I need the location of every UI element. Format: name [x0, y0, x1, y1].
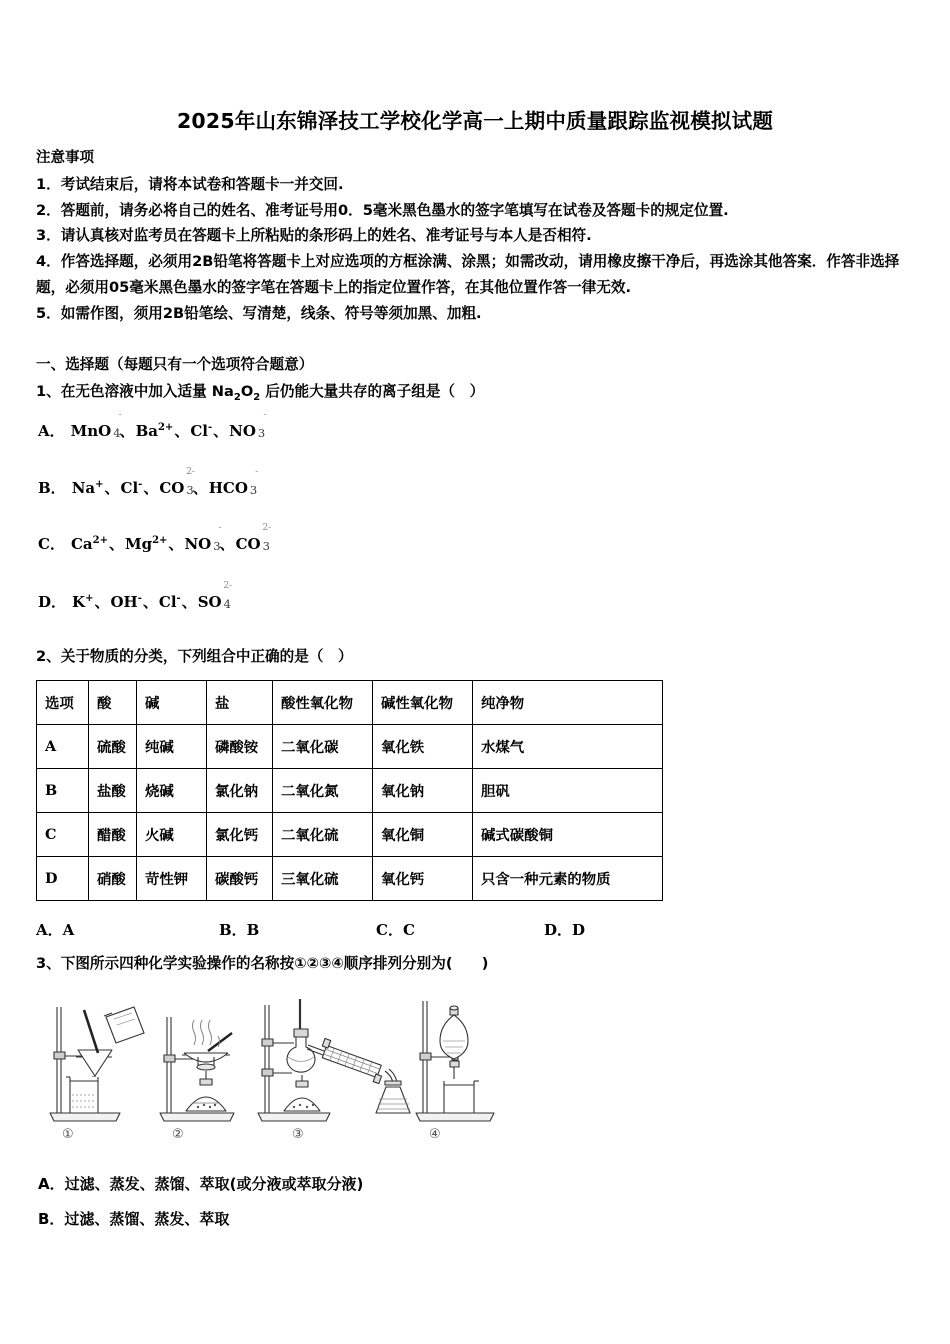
ion-formula: [70, 409, 122, 440]
row-option-label: B: [37, 769, 89, 813]
column-header: 酸: [89, 681, 137, 725]
ion-formula: [184, 522, 222, 553]
table-cell: 二氧化硫: [273, 813, 373, 857]
ion-base: Na: [71, 479, 96, 497]
table-cell: 二氧化碳: [273, 725, 373, 769]
ion-separator: 、: [119, 422, 135, 440]
question-3-option-b[interactable]: B．过滤、蒸馏、蒸发、萃取: [38, 1210, 230, 1228]
ion-base: HCO: [208, 479, 248, 497]
option-label: A．: [38, 422, 65, 440]
notice-item: 2．答题前，请务必将自己的姓名、准考证号用0．5毫米黑色墨水的签字笔填写在试卷及答题卡的规定位置.: [36, 201, 729, 219]
ion-formula: [229, 409, 267, 440]
q1-stem-suffix: 后仍能大量共存的离子组是（ ）: [265, 383, 485, 400]
question-2-answer-b[interactable]: B．B: [219, 921, 260, 939]
ion-base: Mg: [124, 535, 153, 553]
option-ion-list: [70, 522, 271, 553]
option-label: B．: [38, 479, 66, 497]
figure-caption-4: ④: [429, 1127, 441, 1142]
table-cell: 氯化钙: [207, 813, 273, 857]
ion-base: Cl: [158, 593, 177, 611]
ion-formula: [136, 422, 174, 440]
column-header: 选项: [37, 681, 89, 725]
question-1-option-d[interactable]: [38, 580, 232, 612]
column-header: 盐: [207, 681, 273, 725]
ion-charge: -: [263, 409, 267, 420]
ion-separator: 、: [104, 479, 120, 497]
notice-heading: 注意事项: [36, 150, 94, 166]
ion-formula: [125, 535, 167, 553]
table-cell: 火碱: [137, 813, 207, 857]
ion-separator: 、: [143, 479, 159, 497]
ion-separator: 、: [181, 593, 197, 611]
apparatus-separating-funnel-icon: [416, 1001, 494, 1121]
ion-separator: 、: [213, 422, 229, 440]
ion-formula: [121, 479, 143, 497]
ion-base: Ca: [70, 535, 93, 553]
ion-base: Cl: [120, 479, 139, 497]
ion-separator: 、: [174, 422, 190, 440]
row-option-label: A: [37, 725, 89, 769]
ion-separator: 、: [219, 535, 235, 553]
apparatus-distillation-icon: [258, 999, 410, 1121]
ion-subscript: 3: [262, 539, 270, 553]
classification-table: [36, 680, 663, 901]
apparatus-evaporation-icon: [160, 1017, 234, 1121]
question-2-answer-c[interactable]: C．C: [376, 921, 415, 939]
ion-subscript: 3: [249, 483, 258, 497]
question-2-answer-d[interactable]: D．D: [544, 921, 586, 939]
option-ion-list: [71, 466, 259, 497]
row-option-label: C: [37, 813, 89, 857]
ion-charge: -: [138, 479, 143, 490]
column-header: 碱: [137, 681, 207, 725]
table-cell: 胆矾: [473, 769, 663, 813]
figure-caption-2: ②: [172, 1127, 184, 1142]
table-cell: 硝酸: [89, 857, 137, 901]
q1-stem-formula: $Na_2O_2$: [206, 383, 261, 403]
table-cell: 水煤气: [473, 725, 663, 769]
question-1-option-a[interactable]: [38, 409, 267, 441]
ion-charge: -: [255, 466, 259, 477]
ion-base: SO: [197, 593, 222, 611]
ion-base: CO: [235, 535, 261, 553]
ion-separator: 、: [168, 535, 184, 553]
ion-separator: 、: [108, 535, 124, 553]
question-1-option-b[interactable]: [38, 466, 259, 498]
ion-subscript: 4: [223, 597, 231, 611]
ion-formula: [197, 580, 232, 611]
ion-subscript: 4: [113, 426, 121, 440]
ion-charge: 2-: [223, 580, 232, 591]
lab-apparatus-figure: [36, 995, 506, 1170]
ion-subscript: 3: [213, 539, 221, 553]
column-header: 碱性氧化物: [373, 681, 473, 725]
table-cell: 氧化钠: [373, 769, 473, 813]
ion-base: Ba: [135, 422, 158, 440]
table-row: [37, 725, 663, 769]
apparatus-diagram-svg: [36, 995, 506, 1170]
ion-formula: [159, 593, 181, 611]
figure-caption-3: ③: [292, 1127, 304, 1142]
table-cell: 纯碱: [137, 725, 207, 769]
ion-formula: [72, 479, 104, 497]
table-cell: 氧化铁: [373, 725, 473, 769]
ion-charge: 2-: [186, 466, 195, 477]
table-cell: 苛性钾: [137, 857, 207, 901]
option-ion-list: [72, 580, 232, 611]
ion-base: MnO: [70, 422, 112, 440]
table-header-row: [37, 681, 663, 725]
table-cell: 硫酸: [89, 725, 137, 769]
question-2-answer-a[interactable]: A．A: [36, 921, 75, 939]
column-header: 酸性氧化物: [273, 681, 373, 725]
table-cell: 碱式碳酸铜: [473, 813, 663, 857]
table-row: [37, 813, 663, 857]
ion-base: K: [72, 593, 86, 611]
page-title: 2025年山东锦泽技工学校化学高一上期中质量跟踪监视模拟试题: [176, 109, 774, 133]
q1-stem-prefix: 1、在无色溶液中加入适量: [36, 383, 207, 400]
table-row: [37, 857, 663, 901]
table-cell: 氧化铜: [373, 813, 473, 857]
ion-formula: [208, 466, 259, 497]
notice-item: 3．请认真核对监考员在答题卡上所粘贴的条形码上的姓名、准考证号与本人是否相符.: [36, 227, 592, 245]
ion-charge: +: [85, 593, 94, 604]
ion-subscript: 3: [257, 426, 266, 440]
question-2-stem: 2、关于物质的分类，下列组合中正确的是（ ）: [36, 648, 353, 665]
ion-charge: -: [118, 409, 122, 420]
section-heading: 一、选择题（每题只有一个选项符合题意）: [36, 356, 314, 373]
ion-subscript: 3: [186, 483, 194, 497]
ion-charge: -: [137, 593, 142, 604]
question-1-stem: [36, 380, 484, 403]
notice-item: 4．作答选择题，必须用2B铅笔将答题卡上对应选项的方框涂满、涂黑；如需改动，请用橡皮擦干净后，再选涂其他答案．作答非选择题，必须用05毫米黑色墨水的签字笔在答题卡上的指定位置作答，在其他位置作答一律无效.: [36, 253, 900, 296]
figure-caption-1: ①: [62, 1127, 74, 1142]
ion-formula: [159, 466, 195, 497]
question-2-answer-row: [36, 919, 662, 941]
ion-charge: 2+: [157, 422, 174, 433]
ion-charge: -: [176, 593, 181, 604]
ion-base: NO: [184, 535, 212, 553]
notice-item: 1．考试结束后，请将本试卷和答题卡一并交回.: [36, 176, 344, 193]
ion-charge: 2+: [92, 535, 108, 546]
ion-charge: +: [95, 479, 104, 490]
table-cell: 醋酸: [89, 813, 137, 857]
question-1-option-c[interactable]: [38, 522, 271, 554]
ion-separator: 、: [142, 593, 158, 611]
table-cell: 氯化钠: [207, 769, 273, 813]
table-cell: 二氧化氮: [273, 769, 373, 813]
column-header: 纯净物: [473, 681, 663, 725]
ion-separator: 、: [94, 593, 110, 611]
ion-charge: -: [207, 422, 213, 433]
table-cell: 盐酸: [89, 769, 137, 813]
ion-charge: 2-: [262, 522, 271, 533]
ion-base: NO: [229, 422, 256, 440]
question-3-option-a[interactable]: A．过滤、蒸发、蒸馏、萃取(或分液或萃取分液): [38, 1175, 364, 1193]
ion-formula: [71, 535, 108, 553]
table-cell: 烧碱: [137, 769, 207, 813]
notice-list: [36, 172, 926, 326]
row-option-label: D: [37, 857, 89, 901]
option-ion-list: [70, 409, 267, 440]
ion-separator: 、: [192, 479, 208, 497]
table-cell: 只含一种元素的物质: [473, 857, 663, 901]
option-label: C．: [38, 535, 65, 553]
apparatus-filtration-icon: [50, 1007, 144, 1121]
option-label: D．: [38, 593, 67, 611]
ion-formula: [235, 522, 271, 553]
table-cell: 磷酸铵: [207, 725, 273, 769]
ion-charge: -: [218, 522, 222, 533]
ion-formula: [110, 593, 141, 611]
table-body: [37, 681, 663, 901]
table-cell: 三氧化硫: [273, 857, 373, 901]
ion-base: CO: [159, 479, 185, 497]
notice-item: 5．如需作图，须用2B铅笔绘、写清楚，线条、符号等须加黑、加粗.: [36, 304, 482, 322]
table-row: [37, 769, 663, 813]
table-cell: 氧化钙: [373, 857, 473, 901]
ion-charge: 2+: [152, 535, 168, 546]
table-cell: 碳酸钙: [207, 857, 273, 901]
question-3-stem: 3、下图所示四种化学实验操作的名称按①②③④顺序排列分别为( ): [36, 955, 489, 972]
ion-formula: [72, 593, 93, 611]
ion-base: Cl: [190, 422, 208, 440]
ion-base: OH: [110, 593, 138, 611]
ion-formula: [190, 422, 212, 440]
